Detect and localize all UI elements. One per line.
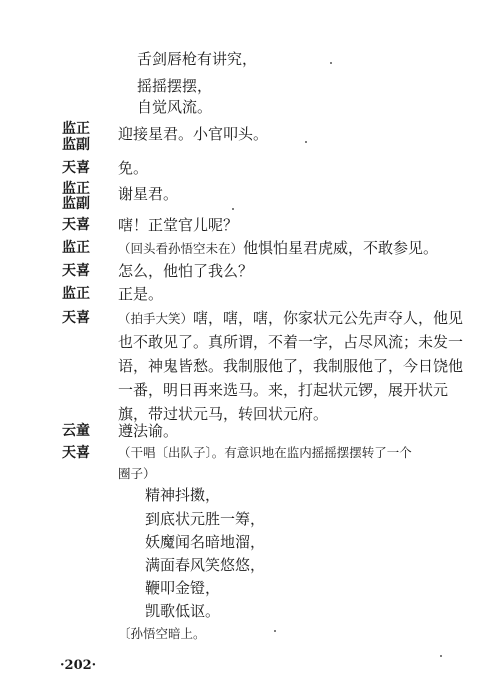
dialogue-line: 一番，明日再来选马。来，打起状元锣，展开状元 xyxy=(118,381,449,399)
stage-direction: （干唱〔出队子〕。有意识地在监内摇摇摆摆转了一个 xyxy=(118,445,412,460)
speaker-label: 监正 xyxy=(62,286,90,302)
speaker-label: 监副 xyxy=(62,196,90,212)
verse-line: 精神抖擞， xyxy=(145,486,221,504)
dialogue-line: 遵法谕。 xyxy=(118,422,179,440)
verse-line: 鞭叩金镫， xyxy=(145,579,221,597)
dialogue-line: 免。 xyxy=(118,159,149,177)
dialogue-line: 迎接星君。小官叩头。 xyxy=(118,125,269,143)
dialogue-line: 怎么，他怕了我么？ xyxy=(118,262,254,280)
dialogue-line: 语，神鬼皆愁。我制服他了，我制服他了，今日饶他 xyxy=(118,357,464,375)
dialogue-line: 旗，带过状元马，转回状元府。 xyxy=(118,405,329,423)
verse-line: 妖魔闻名暗地溜， xyxy=(145,533,266,551)
stage-direction: （拍手大笑） xyxy=(118,311,194,326)
dialogue-line xyxy=(118,311,463,326)
dialogue-line: 嗐！正堂官儿呢？ xyxy=(118,216,239,234)
dialogue-line: 谢星君。 xyxy=(118,185,179,203)
speaker-label: 云童 xyxy=(62,423,90,439)
scan-speck xyxy=(440,655,442,657)
stage-direction: 圈子） xyxy=(118,466,156,481)
stage-direction: （回头看孙悟空未在） xyxy=(118,241,244,256)
dialogue-text: 嗐，嗐，嗐，你家状元公先声夺人，他见 xyxy=(193,309,464,327)
speaker-label: 监正 xyxy=(62,240,90,256)
speaker-label: 天喜 xyxy=(62,160,90,176)
speaker-label: 天喜 xyxy=(62,263,90,279)
scan-speck xyxy=(305,141,307,143)
scan-speck xyxy=(232,208,234,210)
speaker-label: 监正 xyxy=(62,121,90,137)
verse-line: 摇摇摆摆， xyxy=(137,77,213,95)
speaker-label: 天喜 xyxy=(62,445,90,461)
verse-line: 到底状元胜一筹， xyxy=(145,510,266,528)
dialogue-text: 他惧怕星君虎威，不敢参见。 xyxy=(243,239,439,257)
dialogue-line xyxy=(118,241,438,256)
verse-line: 满面春风笑悠悠， xyxy=(145,556,266,574)
scan-speck xyxy=(330,62,332,64)
dialogue-line: 也不敢见了。真所谓，不着一字，占尽风流；未发一 xyxy=(118,333,464,351)
speaker-label: 监正 xyxy=(62,181,90,197)
page-number: ·202· xyxy=(60,658,97,673)
scan-speck xyxy=(274,630,276,632)
stage-direction: 〔孙悟空暗上。 xyxy=(118,626,206,641)
speaker-label: 天喜 xyxy=(62,310,90,326)
speaker-label: 监副 xyxy=(62,137,90,153)
verse-line: 自觉风流。 xyxy=(137,98,213,116)
dialogue-line: 正是。 xyxy=(118,285,164,303)
verse-line: 舌剑唇枪有讲究， xyxy=(137,50,258,68)
verse-line: 凯歌低讴。 xyxy=(145,602,221,620)
speaker-label: 天喜 xyxy=(62,217,90,233)
